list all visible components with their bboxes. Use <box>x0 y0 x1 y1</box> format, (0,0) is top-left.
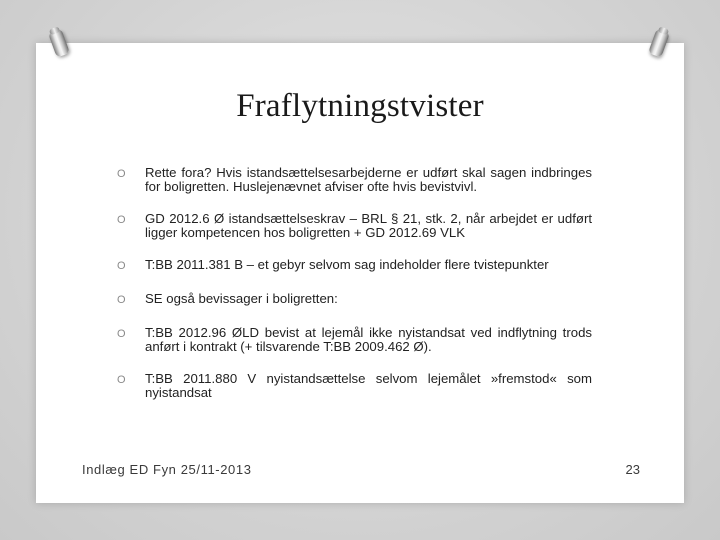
bullet-item <box>117 326 592 354</box>
bullet-marker-icon: O <box>117 168 126 180</box>
bullet-item <box>117 372 592 400</box>
bullet-text: GD 2012.6 Ø istandsættelseskrav – BRL § 21, stk. 2, når arbejdet er udført ligger kompetencen hos boligretten + GD 2012.69 VLK <box>145 211 592 240</box>
bullet-item <box>117 292 592 306</box>
bullet-text: T:BB 2012.96 ØLD bevist at lejemål ikke nyistandsat ved indflytning trods anført i kontrakt (+ tilsvarende T:BB 2009.462 Ø). <box>145 325 592 354</box>
bullet-text: Rette fora? Hvis istandsættelsesarbejderne er udført skal sagen indbringes for boligretten. Huslejenævnet afviser ofte hvis bevistvivl. <box>145 165 592 194</box>
bullet-list <box>117 166 592 418</box>
slide-number: 23 <box>625 462 640 477</box>
bullet-text: SE også bevissager i boligretten: <box>145 291 338 306</box>
bullet-marker-icon: O <box>117 260 126 272</box>
bullet-item <box>117 212 592 240</box>
bullet-item <box>117 258 592 272</box>
slide-title: Fraflytningstvister <box>236 88 484 124</box>
bullet-text: T:BB 2011.880 V nyistandsættelse selvom lejemålet »fremstod« som nyistandsat <box>145 371 592 400</box>
bullet-marker-icon: O <box>117 328 126 340</box>
bullet-item <box>117 166 592 194</box>
slide-footer: Indlæg ED Fyn 25/11-2013 <box>82 462 252 477</box>
bullet-marker-icon: O <box>117 294 126 306</box>
bullet-marker-icon: O <box>117 214 126 226</box>
bullet-text: T:BB 2011.381 B – et gebyr selvom sag indeholder flere tvistepunkter <box>145 257 549 272</box>
bullet-marker-icon: O <box>117 374 126 386</box>
